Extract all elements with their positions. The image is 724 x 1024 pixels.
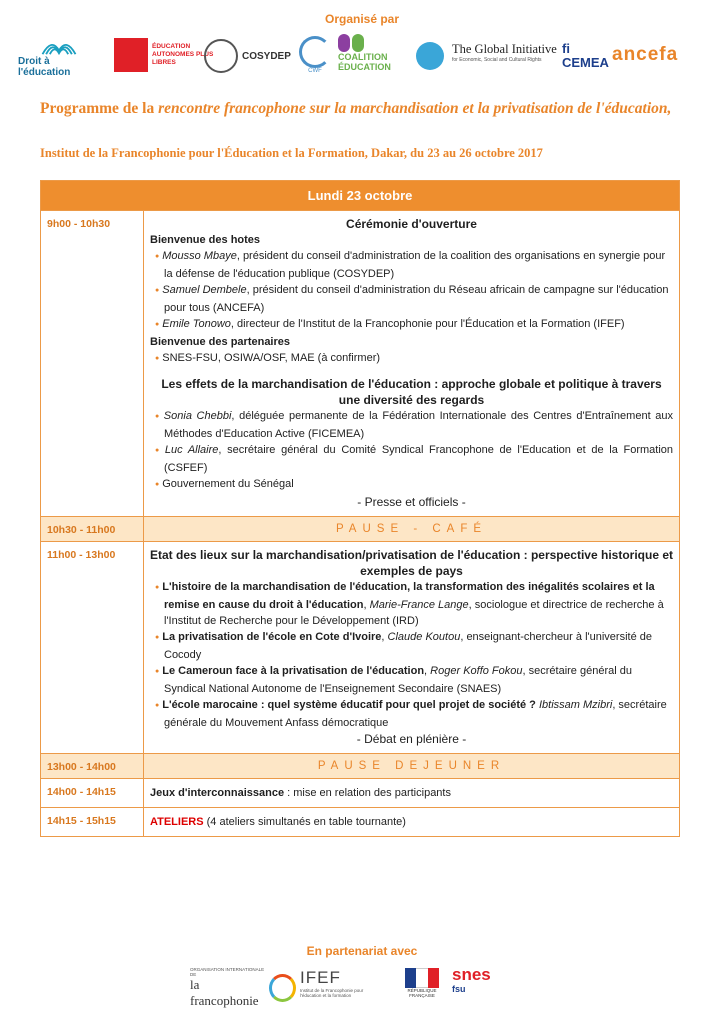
logo-text: fi CEMEA <box>562 41 609 70</box>
section-title: Etat des lieux sur la marchandisation/privatisation de l'éducation : perspective historique et exemples de pays <box>150 548 673 578</box>
session-note: - Débat en plénière - <box>356 732 467 746</box>
list-item: ● L'histoire de la marchandisation de l'éducation, la transformation des inégalités scolaires et la remise en cause du droit à l'éducation, Marie-France Lange, sociologue et directrice de recherche à l'Institut de Recherche pour le Développement (IRD) <box>150 579 673 629</box>
welcome-partners-heading: Bienvenue des partenaires <box>150 336 291 348</box>
republique-francaise-logo: RÉPUBLIQUE FRANÇAISE <box>402 968 442 1008</box>
global-initiative-logo <box>452 42 570 74</box>
schedule-row <box>41 808 680 837</box>
content-cell: Jeux d'interconnaissance : mise en relation des participants <box>144 779 680 808</box>
logo-subtext: for Economic, Social and Cultural Rights <box>452 57 542 63</box>
schedule-table <box>40 180 680 837</box>
globe-icon <box>416 42 444 70</box>
list-item: ● L'école marocaine : quel système éducatif pour quel projet de société ? Ibtissam Mzibri, secrétaire générale du Mouvement Anfass démocratique <box>150 697 673 731</box>
swirl-icon <box>299 36 331 68</box>
pause-label: PAUSE DEJEUNER <box>144 754 680 779</box>
section-title: Les effets de la marchandisation de l'éducation : approche globale et politique à travers une diversité des regards <box>161 377 662 407</box>
list-item: ● SNES-FSU, OSIWA/OSF, MAE (à confirmer) <box>150 350 673 368</box>
logo-text: The Global Initiative <box>452 42 557 56</box>
circle-emblem-icon <box>204 39 238 73</box>
logo-text: ÉDUCATION AUTONOMES PLUS LIBRES <box>152 43 214 66</box>
coalition-education-logo <box>338 34 410 76</box>
snes-fsu-logo: snes fsu <box>452 965 491 994</box>
list-item: ● Sonia Chebbi, déléguée permanente de la Fédération Internationale des Centres d'Entraînement aux Méthodes d'Education Active (FICEMEA) <box>150 408 673 442</box>
cwf-logo <box>298 36 332 76</box>
book-icon <box>37 34 81 56</box>
ifef-logo: IFEF Institut de la Francophonie pour l'éducation et la formation <box>300 968 364 998</box>
droit-education-logo <box>18 34 100 78</box>
list-item: ● Gouvernement du Sénégal <box>150 476 673 494</box>
time-cell: 14h00 - 14h15 <box>41 779 144 808</box>
time-cell: 11h00 - 13h00 <box>41 542 144 754</box>
partner-logos <box>190 966 540 1010</box>
logo-text: COALITION ÉDUCATION <box>338 52 391 72</box>
hands-icon <box>338 34 364 52</box>
french-flag-icon <box>405 968 439 988</box>
organized-by-heading: Organisé par <box>324 12 400 26</box>
section-title: Cérémonie d'ouverture <box>346 217 477 231</box>
pause-label: PAUSE - CAFÉ <box>144 517 680 542</box>
ancefa-logo <box>612 34 708 76</box>
logo-text: COSYDEP <box>242 50 291 62</box>
partnership-heading: En partenariat avec <box>306 944 418 958</box>
logo-text: Droit à l'éducation <box>18 56 71 78</box>
francophonie-logo: ORGANISATION INTERNATIONALE DE la francophonie <box>190 966 296 1010</box>
schedule-row <box>41 754 680 779</box>
time-cell: 9h00 - 10h30 <box>41 211 144 517</box>
list-item: ● Mousso Mbaye, président du conseil d'administration de la coalition des organisations en synergie pour la défense de l'éducation publique (COSYDEP) <box>150 248 673 282</box>
content-cell: ATELIERS (4 ateliers simultanés en table tournante) <box>144 808 680 837</box>
schedule-row <box>41 211 680 517</box>
logo-text: CWF <box>308 68 322 74</box>
list-item: ● Emile Tonowo, directeur de l'Institut de la Francophonie pour l'Éducation et la Formation (IFEF) <box>150 316 673 334</box>
ficemea-logo <box>562 36 610 76</box>
list-item: ● La privatisation de l'école en Cote d'Ivoire, Claude Koutou, enseignant-chercheur à l'université de Cocody <box>150 629 673 663</box>
welcome-hosts-heading: Bienvenue des hotes <box>150 234 261 246</box>
content-cell <box>144 542 680 754</box>
program-subtitle: Institut de la Francophonie pour l'Éducation et la Formation, Dakar, du 23 au 26 octobre 2017 <box>40 146 543 160</box>
day-header: Lundi 23 octobre <box>41 181 680 211</box>
organizer-logos <box>18 34 708 78</box>
red-square-icon <box>114 38 148 72</box>
time-cell: 13h00 - 14h00 <box>41 754 144 779</box>
program-title-italic: rencontre francophone sur la marchandisation et la privatisation de l'éducation, <box>158 100 672 117</box>
cosydep-logo <box>204 38 294 74</box>
schedule-row <box>41 779 680 808</box>
globe-people-logo <box>416 38 450 74</box>
program-title <box>40 98 690 119</box>
logo-text: ancefa <box>612 44 679 65</box>
content-cell <box>144 211 680 517</box>
rainbow-ring-icon <box>269 974 296 1002</box>
list-item: ● Luc Allaire, secrétaire général du Comité Syndical Francophone de l'Education et de la Formation (CSFEF) <box>150 442 673 476</box>
list-item: ● Le Cameroun face à la privatisation de l'éducation, Roger Koffo Fokou, secrétaire général du Syndical National Autonome de l'Enseignement Secondaire (SNAES) <box>150 663 673 697</box>
schedule-row <box>41 517 680 542</box>
time-cell: 14h15 - 15h15 <box>41 808 144 837</box>
session-note: - Presse et officiels - <box>357 495 466 509</box>
program-title-prefix: Programme de la <box>40 100 159 117</box>
time-cell: 10h30 - 11h00 <box>41 517 144 542</box>
schedule-row <box>41 542 680 754</box>
list-item: ● Samuel Dembele, président du conseil d'administration du Réseau africain de campagne sur l'éducation pour tous (ANCEFA) <box>150 282 673 316</box>
